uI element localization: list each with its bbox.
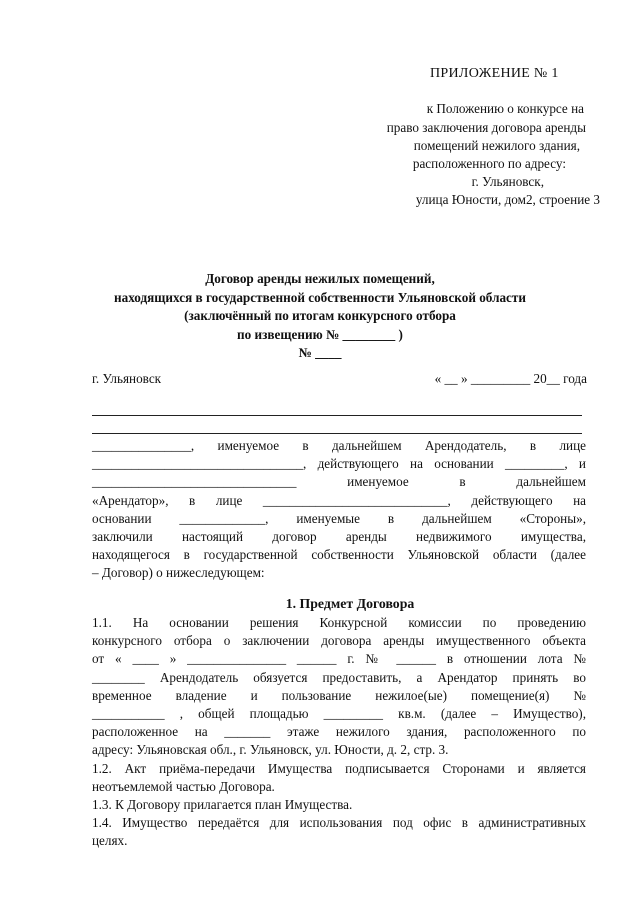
clause-1-1 (92, 614, 586, 760)
appendix-title: ПРИЛОЖЕНИЕ № 1 (430, 66, 559, 81)
title-line: по извещению № ________ ) (237, 326, 403, 342)
appendix-line: к Положению о конкурсе на (426, 101, 584, 116)
clause-1-4 (92, 814, 586, 850)
title-line: Договор аренды нежилых помещений, (205, 271, 435, 286)
text-line: неотъемлемой частью Договора. (92, 779, 275, 795)
appendix-line: помещений нежилого здания, (413, 138, 580, 153)
place-date-row (92, 371, 587, 387)
appendix-line: право заключения договора аренды (386, 120, 586, 135)
text-line: 1.2. Акт приёма-передачи Имущества подписывается Сторонами и является (92, 761, 586, 776)
text-line: расположенное на _______ этаже нежилого здания, расположенного по (92, 724, 586, 740)
title-line: находящихся в государственной собственности Ульяновской области (114, 289, 526, 305)
text-line: целях. (92, 833, 128, 849)
blank-line (92, 415, 582, 416)
appendix-line: расположенного по адресу: (412, 156, 566, 171)
appendix-line: улица Юности, дом2, строение 3 (415, 192, 600, 207)
blank-line (92, 433, 582, 434)
text-line: находящегося в государственной собственности Ульяновской области (далее (92, 547, 586, 563)
text-line: основании _____________, именуемые в дальнейшем «Стороны», (92, 510, 586, 526)
date-field: « __ » _________ 20__ года (434, 371, 587, 386)
preamble (92, 437, 586, 583)
text-line: – Договор) о нижеследующем: (92, 565, 265, 581)
title-line: (заключённый по итогам конкурсного отбора (184, 308, 456, 323)
text-line: ___________ , общей площадью _________ кв.м. (далее – Имущество), (92, 706, 586, 722)
city: г. Ульяновск (92, 371, 162, 386)
clause-1-2 (92, 760, 586, 796)
text-line: ________ Арендодатель обязуется предоставить, а Арендатор принять во (92, 669, 586, 685)
text-line: 1.4. Имущество передаётся для использования под офис в административных (92, 815, 586, 830)
text-line: заключили настоящий договор аренды недвижимого имущества, (92, 529, 586, 545)
text-line: «Арендатор», в лице ____________________________, действующего на (92, 492, 586, 508)
text-line: _______________, именуемое в дальнейшем Арендодатель, в лице (92, 438, 586, 453)
text-line: 1.1. На основании решения Конкурсной комиссии по проведению (92, 615, 586, 630)
appendix-line: г. Ульяновск, (471, 174, 544, 189)
text-line: адресу: Ульяновская обл., г. Ульяновск, ул. Юности, д. 2, стр. 3. (92, 742, 449, 758)
section-heading: 1. Предмет Договора (285, 596, 415, 611)
title-line: № ____ (298, 345, 342, 360)
text-line: от « ____ » _______________ ______ г. № ______ в отношении лота № (92, 651, 586, 667)
text-line: 1.3. К Договору прилагается план Имущества. (92, 797, 353, 812)
text-line: _______________________________ именуемое в дальнейшем (92, 474, 586, 490)
text-line: конкурсного отбора о заключении договора аренды имущественного объекта (92, 633, 586, 649)
text-line: временное владение и пользование нежилое(ые) помещение(я) № (92, 687, 586, 703)
text-line: ________________________________, действующего на основании _________, и (92, 456, 586, 472)
clause-1-3 (92, 796, 586, 814)
contract-title (60, 270, 580, 363)
